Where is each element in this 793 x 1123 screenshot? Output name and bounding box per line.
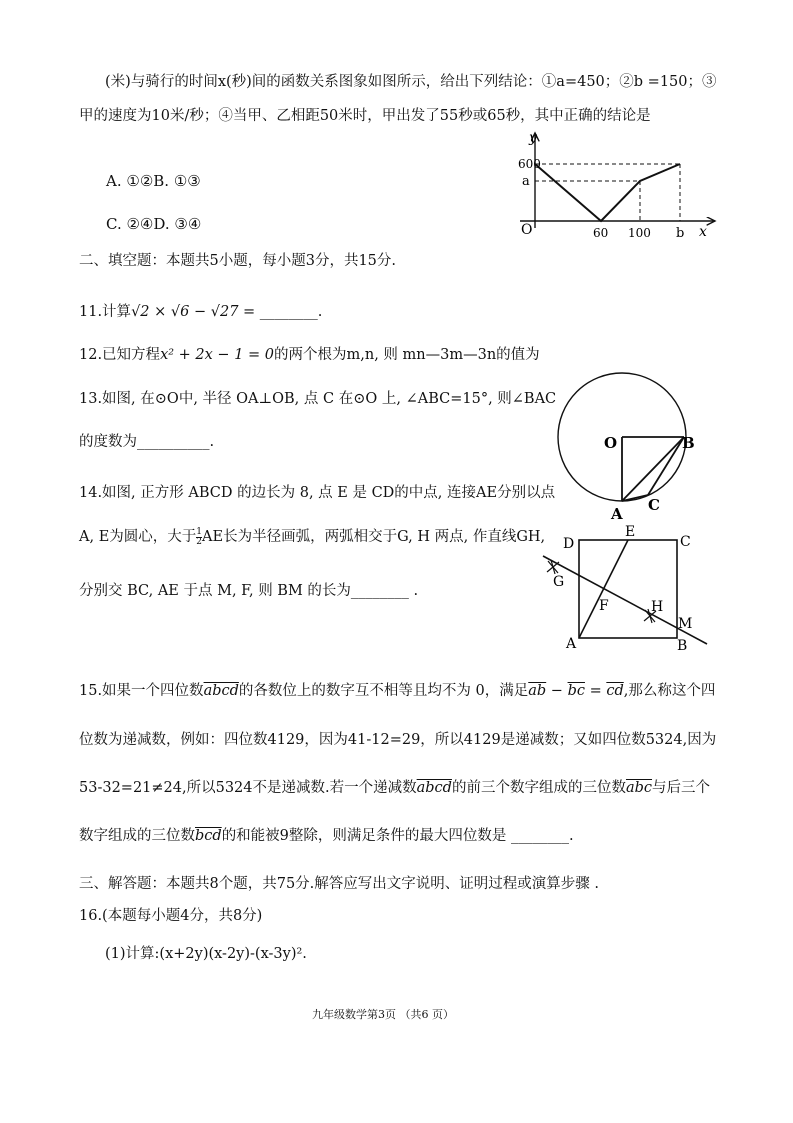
q10-options-cd: C. ②④D. ③④	[106, 215, 202, 233]
frac-numerator: 1	[196, 526, 203, 537]
q14-line3: 分别交 BC, AE 于点 M, F, 则 BM 的长为________ .	[79, 583, 419, 599]
q15-minus: −	[546, 683, 568, 699]
q15-abcd2: abcd	[416, 780, 452, 796]
q14-line2	[79, 527, 545, 547]
q12-pre: 12.已知方程	[79, 347, 161, 363]
q12-post: 的两个根为m,n, 则 mn—3m—3n的值为	[274, 347, 540, 363]
q15-abc: $\overline{abc}$	[625, 780, 653, 796]
label-c: C	[680, 534, 691, 550]
q15-cd: $\overline{cd}$	[606, 683, 624, 699]
q15-l3c: 与后三个	[652, 780, 711, 796]
q15-l1a: 15.如果一个四位数	[79, 683, 204, 699]
q15-abcd: abcd	[203, 683, 239, 699]
q11-blank: ________.	[259, 304, 323, 320]
q15-line3	[79, 778, 710, 798]
q15-l4b: 的和能被9整除，则满足条件的最大四位数是 ________.	[221, 828, 574, 844]
q15-l1b: 的各数位上的数字互不相等且均不为 0，满足	[238, 683, 529, 699]
label-h: H	[651, 599, 664, 615]
label-b: B	[677, 638, 688, 654]
chord-ab	[622, 437, 684, 501]
y-axis-label: y	[529, 130, 537, 146]
label-a: A	[611, 505, 623, 523]
section2-heading: 二、填空题：本题共5小题，每小题3分，共15分.	[79, 253, 397, 269]
q10-line2: 甲的速度为10米/秒；④当甲、乙相距50米时，甲出发了55秒或65秒，其中正确的结论是	[79, 108, 651, 124]
label-600: 600	[518, 157, 541, 171]
q15-ab: $\overline{ab}$	[528, 683, 547, 699]
label-a: a	[522, 174, 530, 189]
q15-l1c: ,那么称这个四	[623, 683, 716, 699]
x-axis-label: x	[699, 224, 707, 240]
q13-circle-figure	[555, 365, 705, 525]
label-100: 100	[628, 226, 651, 240]
q13-line2: 的度数为__________.	[79, 434, 215, 450]
q14-line2-end: AE长为半径画弧，两弧相交于G, H 两点, 作直线GH,	[202, 529, 546, 545]
frac-denominator: 2	[196, 536, 203, 547]
square-abcd	[579, 540, 677, 638]
q15-line2: 位数为递减数，例如：四位数4129，因为41-12=29，所以4129是递减数；又如四位数5324,因为	[79, 732, 717, 748]
q12	[79, 345, 540, 365]
label-d: D	[563, 536, 575, 552]
label-60: 60	[593, 226, 609, 240]
label-b: b	[676, 226, 685, 241]
q10-line1: (米)与骑行的时间x(秒)间的函数关系图象如图所示，给出下列结论：①a=450；②b =150；③	[105, 74, 717, 90]
q11	[79, 302, 322, 322]
q15-bcd: $\overline{bcd}$	[195, 828, 222, 844]
q10-options-ab: A. ①②B. ①③	[106, 172, 201, 190]
q16-heading: 16.(本题每小题4分，共8分)	[79, 908, 263, 924]
q15-l3b: 的前三个数字组成的三位数	[451, 780, 626, 796]
label-a: A	[566, 636, 577, 652]
origin-label: O	[521, 222, 533, 238]
label-e: E	[625, 524, 636, 540]
label-m: M	[678, 616, 693, 632]
q15-l4a: 数字组成的三位数	[79, 828, 195, 844]
label-g: G	[553, 574, 565, 590]
q10-function-graph	[510, 128, 730, 243]
page-footer: 九年级数学第3页 （共6 页）	[312, 1008, 454, 1021]
section3-heading: 三、解答题：本题共8个题，共75分.解答应写出文字说明、证明过程或演算步骤 .	[79, 876, 600, 892]
function-line	[535, 164, 680, 221]
q15-l3a: 53-32=21≠24,所以5324不是递减数.若一个递减数	[79, 780, 417, 796]
q12-equation: x² + 2x − 1 = 0	[160, 347, 275, 363]
q13-line1: 13.如图, 在⊙O中, 半径 OA⊥OB, 点 C 在⊙O 上, ∠ABC=15°, 则∠BAC	[79, 391, 557, 407]
label-o: O	[604, 434, 618, 452]
label-f: F	[599, 598, 609, 614]
q14-square-figure	[535, 520, 720, 655]
q16-part1: (1)计算:(x+2y)(x-2y)-(x-3y)².	[105, 946, 307, 962]
q15-eq: =	[584, 683, 607, 699]
label-c: C	[648, 496, 660, 514]
q15-bc: $\overline{bc}$	[567, 683, 585, 699]
q14-line2-start: A, E为圆心，大于	[79, 529, 197, 545]
q11-num: 11.计算	[79, 304, 132, 320]
q11-expression: √2 × √6 − √27 =	[131, 304, 260, 320]
q14-line1: 14.如图, 正方形 ABCD 的边长为 8, 点 E 是 CD的中点, 连接AE分别以点	[79, 485, 556, 501]
label-b: B	[682, 434, 695, 452]
q15-line4	[79, 826, 574, 846]
q15-line1	[79, 681, 715, 701]
